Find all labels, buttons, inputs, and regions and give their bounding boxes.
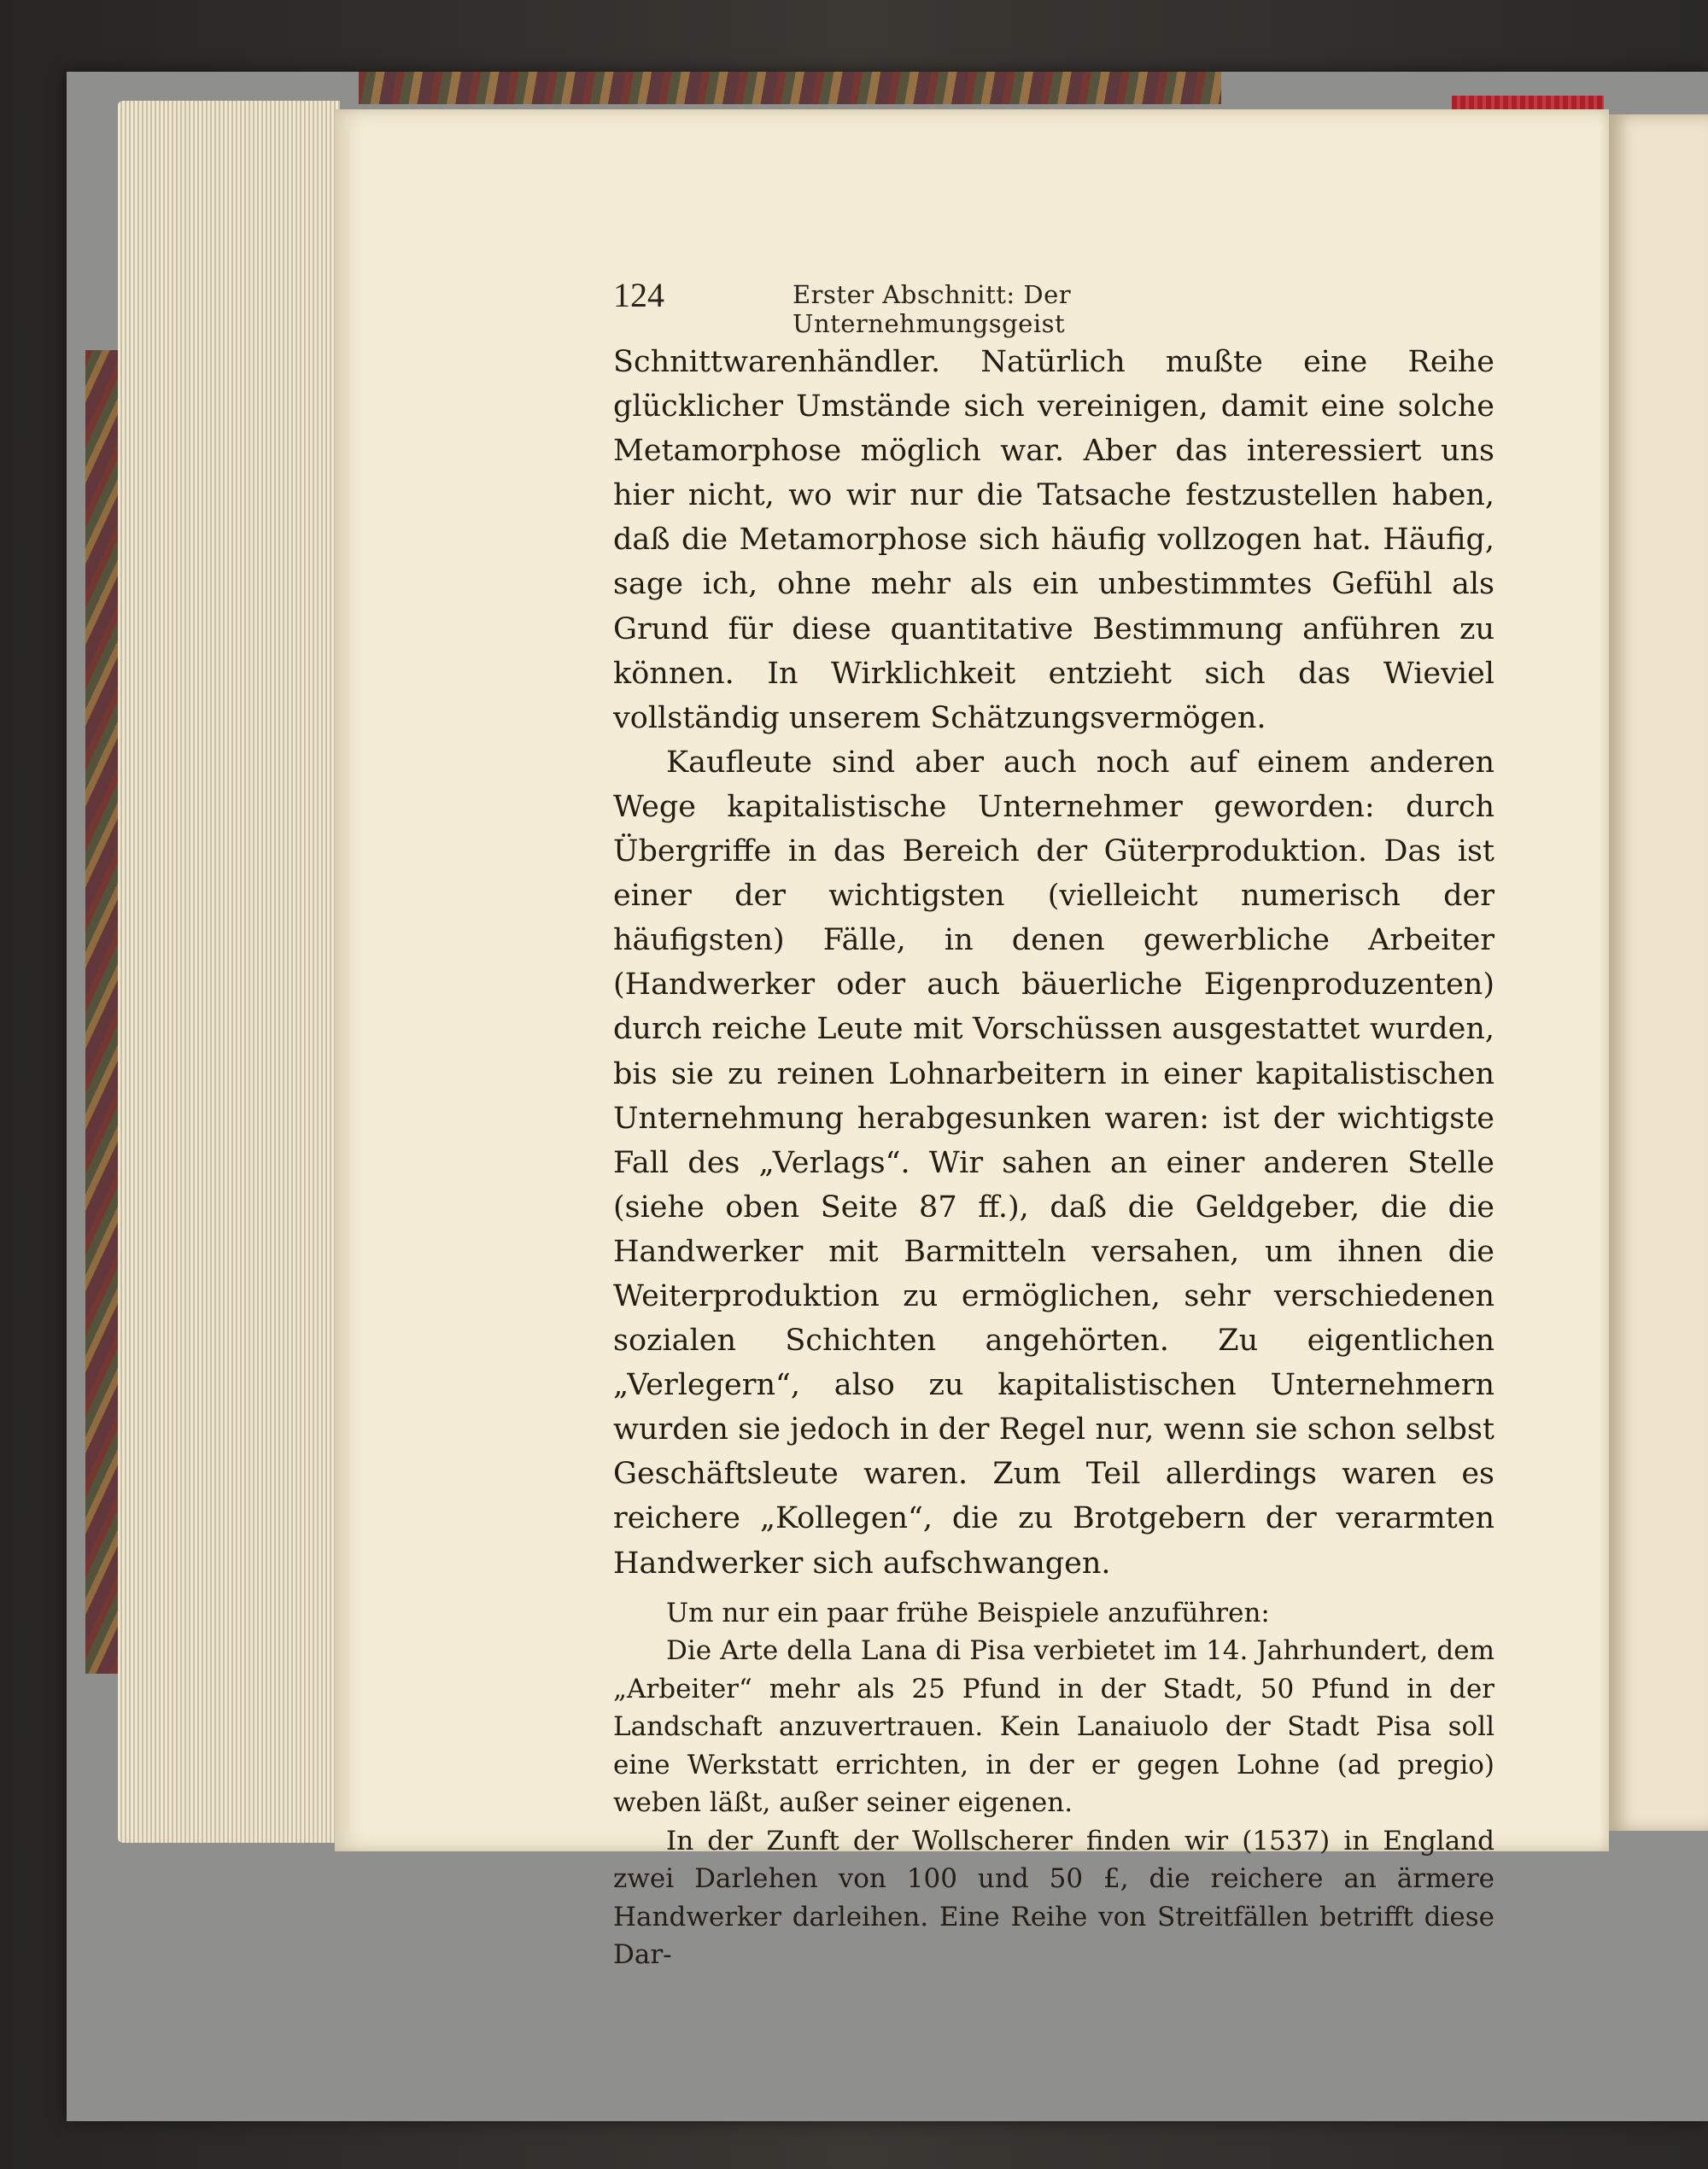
small-print-paragraph: Um nur ein paar frühe Beispiele anzuführen: [666,1597,1270,1628]
page-body [613,340,1494,1974]
page-header [613,275,1313,338]
small-print-paragraph: Die Arte della Lana di Pisa verbietet im 14. Jahrhundert, dem „Arbeiter“ mehr als 25 Pfund in der Stadt, 50 Pfund in der Landschaft anzuvertrauen. Kein Lanaiuolo der Stadt Pisa soll eine Werkstatt errichten, in der er gegen Lohne (ad pregio) weben läßt, außer seiner eigenen. [613,1635,1494,1819]
page-stack-edges [118,101,340,1843]
small-print-paragraph: In der Zunft der Wollscherer finden wir (1537) in England zwei Darlehen von 100 und 50 £, die reichere an ärmere Handwerker darleihen. Eine Reihe von Streitfällen betrifft diese Dar- [613,1825,1494,1971]
body-paragraph: Schnittwarenhändler. Natürlich mußte eine Reihe glücklicher Umstände sich vereinigen, damit eine solche Metamorphose möglich war. Aber das interessiert uns hier nicht, wo wir nur die Tatsache festzustellen haben, daß die Metamorphose sich häufig vollzogen hat. Häufig, sage ich, ohne mehr als ein unbestimmtes Gefühl als Grund für diese quantitative Bestimmung anführen zu können. In Wirklichkeit entzieht sich das Wieviel vollständig unserem Schätzungsvermögen. [613,345,1494,735]
page-number: 124 [613,276,664,314]
facing-page [1609,114,1708,1831]
marbled-endpaper-edge [85,350,118,1674]
marbled-endpaper-top [359,72,1221,104]
body-paragraph: Kaufleute sind aber auch noch auf einem anderen Wege kapitalistische Unternehmer geworden: durch Übergriffe in das Bereich der Güterproduktion. Das ist einer der wichtigsten (vielleicht numerisch der häufigsten) Fälle, in denen gewerbliche Arbeiter (Handwerker oder auch bäuerliche Eigenproduzenten) durch reiche Leute mit Vorschüssen ausgestattet wurden, bis sie zu reinen Lohnarbeitern in einer kapitalistischen Unternehmung herabgesunken waren: ist der wichtigste Fall des „Verlags“. Wir sahen an einer anderen Stelle (siehe oben Seite 87 ff.), daß die Geldgeber, die die Handwerker mit Barmitteln versahen, um ihnen die Weiterproduktion zu ermöglichen, sehr verschiedenen sozialen Schichten angehörten. Zu eigentlichen „Verlegern“, also zu kapitalistischen Unternehmern wurden sie jedoch in der Regel nur, wenn sie schon selbst Geschäftsleute waren. Zum Teil allerdings waren es reichere „Kollegen“, die zu Brotgebern der verarmten Handwerker sich aufschwangen. [613,745,1494,1581]
running-head: Erster Abschnitt: Der Unternehmungsgeist [793,280,1072,338]
